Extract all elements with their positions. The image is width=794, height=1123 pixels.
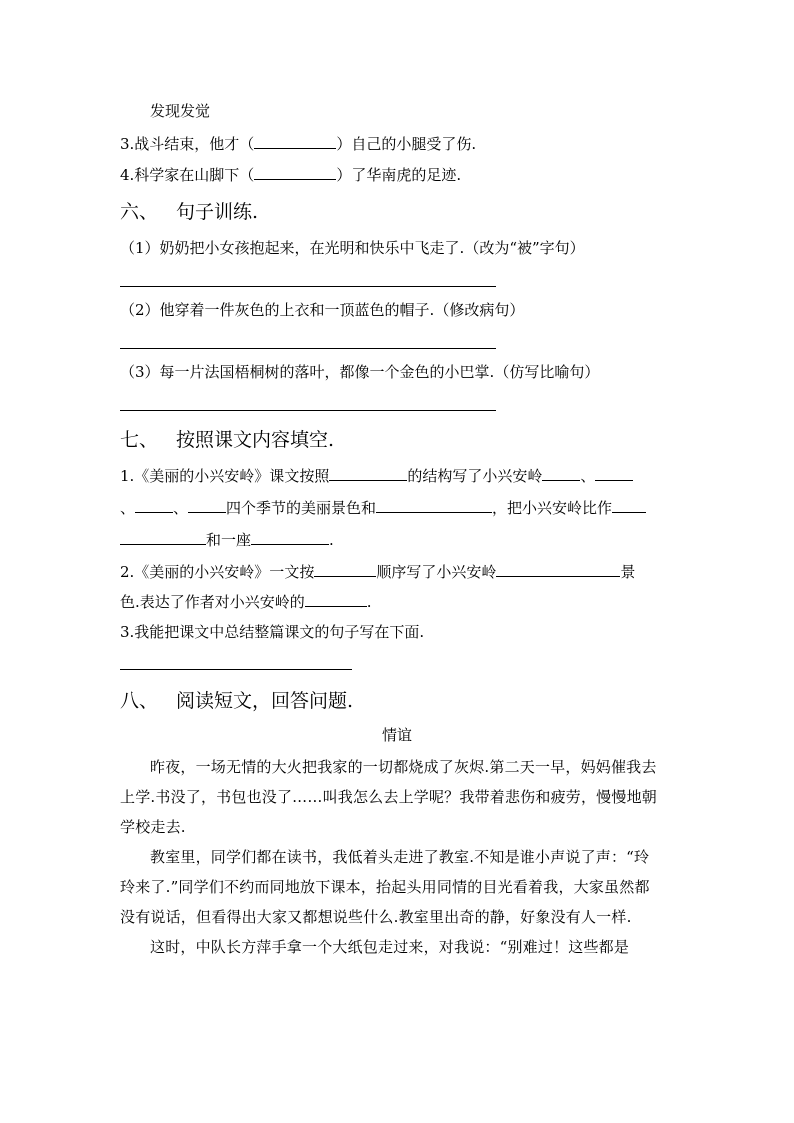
q5-item-3 [120, 134, 476, 154]
q7-l2-text-c: 四个季节的美丽景色和 [226, 499, 377, 517]
q7-blank-compare-3[interactable] [251, 530, 329, 545]
q7-l1-text-b: 的结构写了小兴安岭 [407, 467, 543, 485]
q7-l3-text-a: 和一座 [206, 531, 252, 549]
word-options: 发现发觉 [150, 102, 211, 120]
section-8-heading [120, 689, 353, 713]
q7-line-1 [120, 466, 633, 486]
q7-blank-feeling[interactable] [305, 592, 367, 607]
q7-l5-text-a: 色.表达了作者对小兴安岭的 [120, 593, 305, 611]
q7-l5-text-b: . [366, 593, 372, 611]
q7-l1-text-a: 1.《美丽的小兴安岭》课文按照 [120, 467, 330, 485]
q7-line-6: 3.我能把课文中总结整篇课文的句子写在下面. [120, 623, 425, 641]
q7-l2-text-a: 、 [120, 499, 136, 517]
q7-l3-text-b: . [329, 531, 334, 549]
q7-blank-season-1[interactable] [542, 466, 580, 481]
section-7-number: 七、 [120, 429, 159, 451]
q6-sentence-1: （1）奶奶把小女孩抱起来，在光明和快乐中飞走了.（改为“被”字句） [120, 239, 585, 257]
q7-blank-structure[interactable] [329, 466, 407, 481]
q5-item-4-after: ）了华南虎的足迹. [336, 166, 462, 184]
q6-answer-line-1[interactable] [120, 286, 496, 287]
q7-l2-text-d: ，把小兴安岭比作 [492, 499, 613, 517]
article-title: 情谊 [381, 726, 412, 744]
q7-line-3 [120, 530, 334, 550]
article-body [120, 752, 660, 962]
q7-blank-scenery-2[interactable] [496, 562, 620, 577]
q7-blank-order[interactable] [314, 562, 376, 577]
q6-answer-line-2[interactable] [120, 348, 496, 349]
q6-sentence-3: （3）每一片法国梧桐树的落叶，都像一个金色的小巴掌.（仿写比喻句） [120, 363, 600, 381]
section-8-number: 八、 [120, 690, 159, 712]
q7-l4-text-a: 2.《美丽的小兴安岭》一文按 [120, 563, 315, 581]
section-6-number: 六、 [120, 201, 159, 223]
q5-item-4-before: 4.科学家在山脚下（ [120, 166, 255, 184]
q7-line-5 [120, 592, 372, 612]
q7-blank-season-4[interactable] [188, 498, 226, 513]
section-7-heading [120, 428, 334, 452]
q6-answer-line-3[interactable] [120, 410, 496, 411]
q7-l1-text-c: 、 [580, 467, 596, 485]
article-paragraph-1: 昨夜，一场无情的大火把我家的一切都烧成了灰烬.第二天一早，妈妈催我去上学.书没了，书包也没了……叫我怎么去上学呢？我带着悲伤和疲劳，慢慢地朝学校走去. [120, 758, 657, 836]
q7-answer-line[interactable] [120, 669, 352, 670]
q7-blank-compare-1[interactable] [612, 498, 646, 513]
q5-item-3-after: ）自己的小腿受了伤. [336, 135, 477, 153]
section-6-heading [120, 200, 258, 224]
section-6-title: 句子训练. [176, 201, 259, 223]
q7-line-2 [120, 498, 646, 518]
q7-blank-season-3[interactable] [135, 498, 173, 513]
article-paragraph-3: 这时，中队长方萍手拿一个大纸包走过来，对我说：“别难过！这些都是 [150, 938, 630, 956]
q7-l2-text-b: 、 [173, 499, 189, 517]
q5-item-4-blank[interactable] [254, 165, 336, 180]
q6-sentence-2: （2）他穿着一件灰色的上衣和一顶蓝色的帽子.（修改病句） [120, 301, 525, 319]
q7-l4-text-b: 顺序写了小兴安岭 [376, 563, 497, 581]
article-paragraph-2: 教室里，同学们都在读书，我低着头走进了教室.不知是谁小声说了声：“玲玲来了.”同学们不约而同地放下课本，抬起头用同情的目光看着我，大家虽然都没有说话，但看得出大家又都想说些什么.教室里出奇的静，好象没有人一样. [120, 848, 650, 926]
q5-item-3-blank[interactable] [254, 134, 336, 149]
q5-item-3-before: 3.战斗结束，他才（ [120, 135, 255, 153]
section-8-title: 阅读短文，回答问题. [176, 690, 354, 712]
q7-blank-compare-2[interactable] [120, 530, 206, 545]
q7-l4-text-c: 景 [620, 563, 636, 581]
q7-blank-season-2[interactable] [595, 466, 633, 481]
q5-item-4 [120, 165, 461, 185]
q7-blank-scenery[interactable] [376, 498, 492, 513]
section-7-title: 按照课文内容填空. [176, 429, 335, 451]
q7-line-4 [120, 562, 635, 582]
